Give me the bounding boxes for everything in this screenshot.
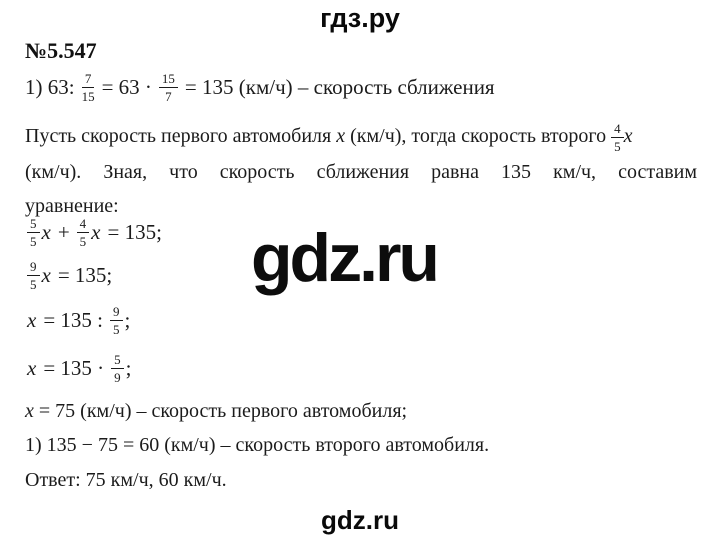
variable-x: x <box>336 125 346 148</box>
variable-x: x <box>27 356 37 380</box>
variable-x: x <box>41 220 51 244</box>
fraction-numerator: 5 <box>111 353 124 369</box>
result-first-text: = 75 (км/ч) – скорость первого автомобиля; <box>38 400 408 422</box>
fraction-denominator: 9 <box>114 370 121 385</box>
semicolon: ; <box>124 308 131 332</box>
equation-mid: = 135 : <box>43 308 104 332</box>
fraction-9-5 <box>27 260 40 291</box>
equation-combined <box>27 260 112 291</box>
plus-operator: + <box>57 220 70 244</box>
result-second-car: 1) 135 − 75 = 60 (км/ч) – скорость второго автомобиля. <box>25 434 490 456</box>
variable-x: x <box>41 263 51 287</box>
site-footer-brand: gdz.ru <box>321 505 399 535</box>
fraction-denominator: 7 <box>165 89 172 104</box>
step-convergence-speed <box>25 72 495 103</box>
paragraph-text: Пусть скорость первого автомобиля <box>25 125 332 148</box>
fraction-numerator: 7 <box>82 72 95 88</box>
equation-divide <box>27 305 130 336</box>
fraction-denominator: 5 <box>113 322 120 337</box>
variable-x: x <box>25 400 34 422</box>
equation-mid: = 135 · <box>43 356 105 380</box>
equation-multiply <box>27 353 132 384</box>
paragraph-text: (км/ч), тогда скорость второго <box>350 125 607 148</box>
step1-between: = 63 · <box>101 75 152 99</box>
fraction-numerator: 4 <box>77 217 90 233</box>
equation-rhs: = 135; <box>57 263 113 287</box>
site-header-brand: гдз.ру <box>320 3 400 33</box>
fraction-denominator: 5 <box>614 139 621 154</box>
variable-x: x <box>623 125 633 148</box>
paragraph-line-3: уравнение: <box>25 195 119 217</box>
fraction-5-5 <box>27 217 40 248</box>
fraction-9-5 <box>110 305 123 336</box>
variable-x: x <box>91 220 101 244</box>
step1-prefix: 1) 63: <box>25 75 75 99</box>
watermark-gdz: gdz.ru <box>251 220 437 296</box>
problem-number: №5.547 <box>25 38 97 63</box>
step1-result: = 135 (км/ч) – скорость сближения <box>184 75 495 99</box>
fraction-numerator: 5 <box>27 217 40 233</box>
fraction-denominator: 5 <box>79 234 87 249</box>
fraction-numerator: 9 <box>110 305 123 321</box>
equation-rhs: = 135; <box>107 220 162 244</box>
paragraph-line-2: (км/ч). Зная, что скорость сближения равна 135 км/ч, составим <box>25 161 697 183</box>
answer-line: Ответ: 75 км/ч, 60 км/ч. <box>25 469 227 491</box>
result-first-car <box>25 400 407 423</box>
fraction-numerator: 15 <box>159 72 178 88</box>
fraction-7-15 <box>82 72 95 103</box>
fraction-4-5 <box>611 122 624 153</box>
fraction-numerator: 4 <box>611 122 624 138</box>
fraction-4-5 <box>77 217 90 248</box>
fraction-denominator: 15 <box>81 89 95 104</box>
fraction-numerator: 9 <box>27 260 40 276</box>
fraction-denominator: 5 <box>30 277 37 292</box>
fraction-5-9 <box>111 353 124 384</box>
semicolon: ; <box>125 356 132 380</box>
variable-x: x <box>27 308 37 332</box>
paragraph-line-1 <box>25 122 697 153</box>
fraction-15-7 <box>159 72 178 103</box>
fraction-denominator: 5 <box>30 234 37 249</box>
equation-sum <box>27 217 162 248</box>
